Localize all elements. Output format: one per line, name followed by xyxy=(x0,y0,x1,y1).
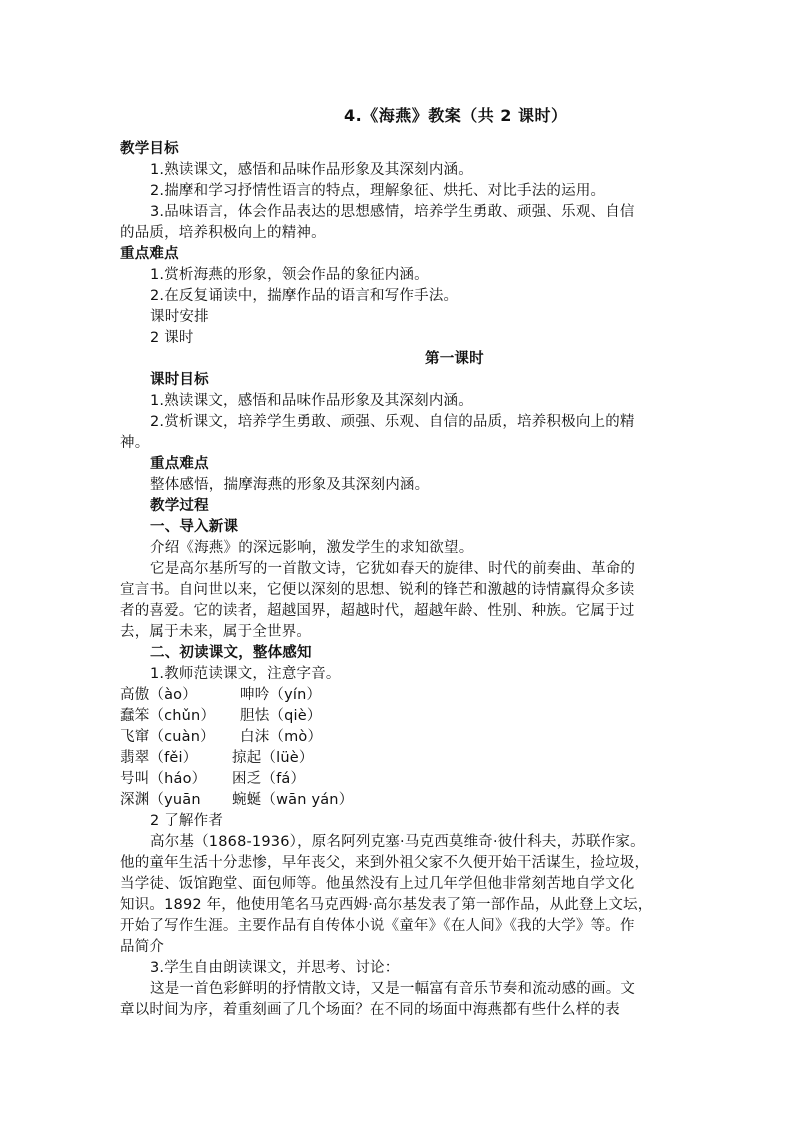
paragraph-line: 这是一首色彩鲜明的抒情散文诗，又是一幅富有音乐节奏和流动感的画。文 xyxy=(150,981,636,997)
subsection-heading: 一、导入新课 xyxy=(150,519,239,535)
vocab-word: 蜿蜒（wān yán） xyxy=(232,792,354,808)
paragraph-line: 1.教师范读课文，注意字音。 xyxy=(150,666,341,682)
paragraph-line: 知识。1892 年，他使用笔名马克西姆·高尔基发表了第一部作品，从此登上文坛， xyxy=(120,897,653,913)
section-heading: 重点难点 xyxy=(150,456,209,472)
paragraph-line: 2.在反复诵读中，揣摩作品的语言和写作手法。 xyxy=(150,288,459,304)
vocab-word: 白沫（mò） xyxy=(240,729,323,745)
paragraph-line: 2 课时 xyxy=(150,330,194,346)
section-heading: 重点难点 xyxy=(120,246,179,262)
vocab-word: 困乏（fá） xyxy=(232,771,306,787)
section-heading: 教学目标 xyxy=(120,141,179,157)
vocab-word: 掠起（lüè） xyxy=(232,750,314,766)
vocab-word: 深渊（yuān xyxy=(120,792,201,808)
paragraph-line: 他的童年生活十分悲惨，早年丧父，来到外祖父家不久便开始干活谋生，捡垃圾， xyxy=(120,855,650,871)
paragraph-line: 课时安排 xyxy=(150,309,209,325)
vocab-word: 呻吟（yín） xyxy=(240,687,322,703)
paragraph-line: 当学徒、饭馆跑堂、面包师等。他虽然没有上过几年学但他非常刻苦地自学文化 xyxy=(120,876,635,892)
paragraph-line: 它是高尔基所写的一首散文诗，它犹如春天的旋律、时代的前奏曲、革命的 xyxy=(150,561,636,577)
vocab-word: 高傲（ào） xyxy=(120,687,197,703)
paragraph-line: 章以时间为序，着重刻画了几个场面？在不同的场面中海燕都有些什么样的表 xyxy=(120,1002,620,1018)
section-heading: 课时目标 xyxy=(150,372,209,388)
paragraph-line: 宣言书。自问世以来，它便以深刻的思想、锐利的锋芒和激越的诗情赢得众多读 xyxy=(120,582,635,598)
paragraph-line: 高尔基（1868-1936），原名阿列克塞·马克西莫维奇·彼什科夫，苏联作家。 xyxy=(150,834,645,850)
paragraph-line: 神。 xyxy=(120,435,150,451)
lesson-heading: 第一课时 xyxy=(425,351,484,367)
paragraph-line: 1.熟读课文，感悟和品味作品形象及其深刻内涵。 xyxy=(150,162,473,178)
paragraph-line: 1.熟读课文，感悟和品味作品形象及其深刻内涵。 xyxy=(150,393,473,409)
paragraph-line: 者的喜爱。它的读者，超越国界，超越时代，超越年龄、性别、种族。它属于过 xyxy=(120,603,635,619)
paragraph-line: 2.揣摩和学习抒情性语言的特点，理解象征、烘托、对比手法的运用。 xyxy=(150,183,606,199)
paragraph-line: 开始了写作生涯。主要作品有自传体小说《童年》《在人间》《我的大学》等。作 xyxy=(120,918,635,934)
paragraph-line: 整体感悟，揣摩海燕的形象及其深刻内涵。 xyxy=(150,477,430,493)
paragraph-line: 3.品味语言，体会作品表达的思想感情，培养学生勇敢、顽强、乐观、自信 xyxy=(150,204,635,220)
paragraph-line: 的品质，培养积极向上的精神。 xyxy=(120,225,326,241)
paragraph-line: 1.赏析海燕的形象，领会作品的象征内涵。 xyxy=(150,267,429,283)
vocab-word: 翡翠（fěi） xyxy=(120,750,198,766)
paragraph-line: 品简介 xyxy=(120,939,165,955)
document-title: 4.《海燕》教案（共 2 课时） xyxy=(344,106,568,125)
paragraph-line: 去，属于未来，属于全世界。 xyxy=(120,624,312,640)
subsection-heading: 二、初读课文，整体感知 xyxy=(150,645,312,661)
paragraph-line: 2.赏析课文，培养学生勇敢、顽强、乐观、自信的品质，培养积极向上的精 xyxy=(150,414,635,430)
vocab-word: 胆怯（qiè） xyxy=(240,708,322,724)
paragraph-line: 2 了解作者 xyxy=(150,813,224,829)
section-heading: 教学过程 xyxy=(150,498,209,514)
vocab-word: 蠢笨（chǔn） xyxy=(120,708,216,724)
vocab-word: 号叫（háo） xyxy=(120,771,207,787)
paragraph-line: 介绍《海燕》的深远影响，激发学生的求知欲望。 xyxy=(150,540,474,556)
paragraph-line: 3.学生自由朗读课文，并思考、讨论： xyxy=(150,960,400,976)
vocab-word: 飞窜（cuàn） xyxy=(120,729,215,745)
